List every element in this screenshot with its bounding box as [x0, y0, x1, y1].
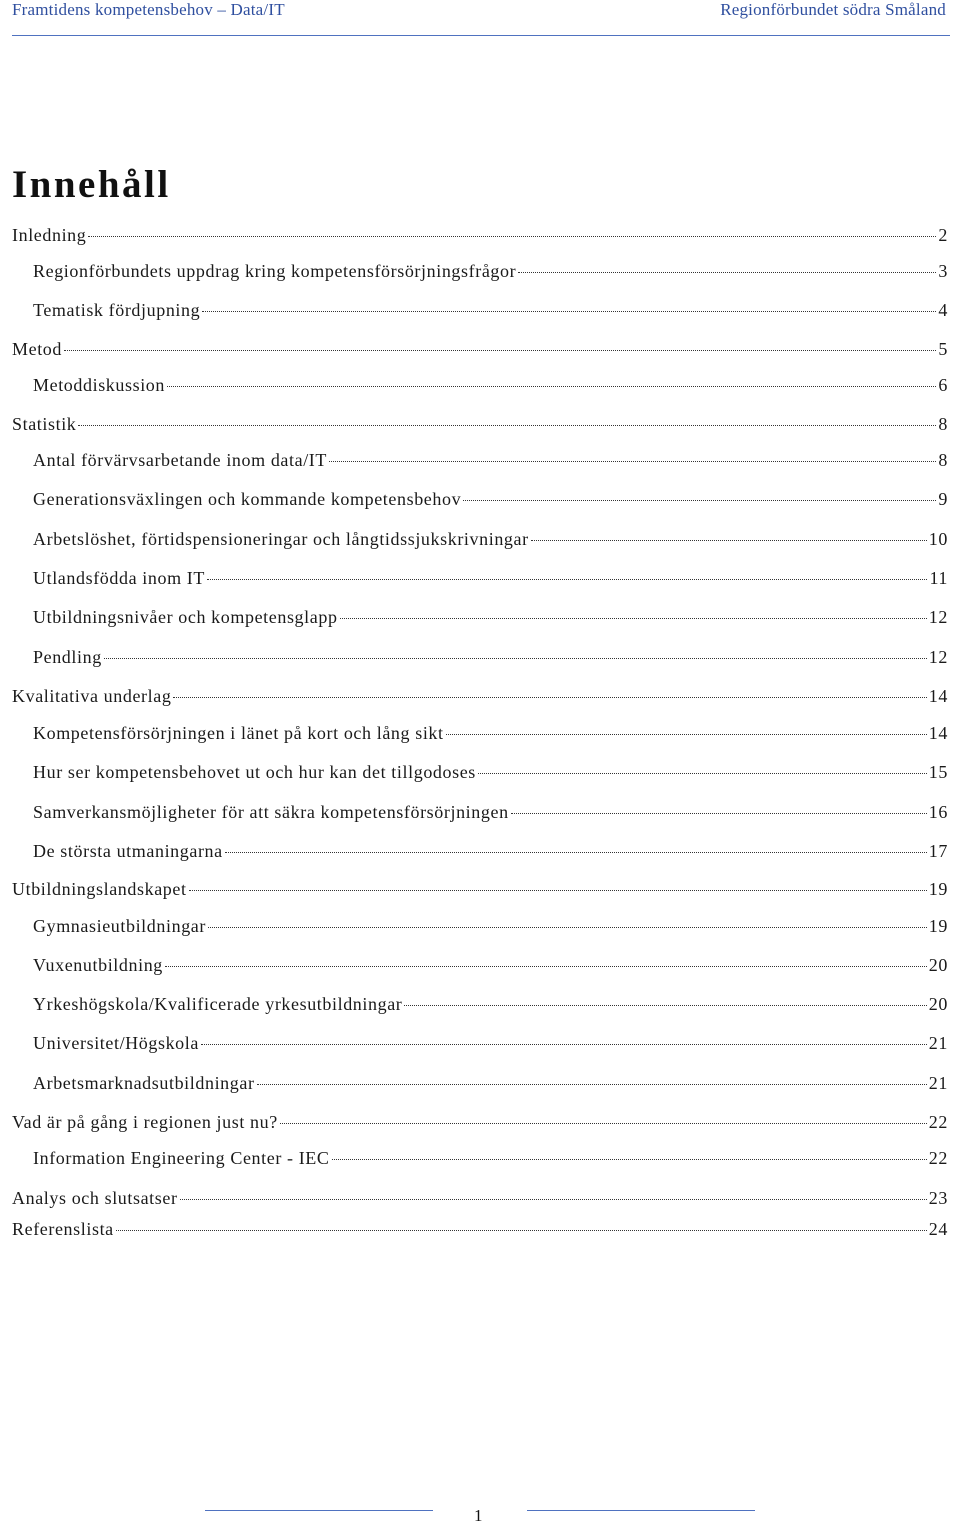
toc-entry-page-number: 4: [938, 300, 948, 320]
toc-entry-page-number: 15: [928, 762, 948, 782]
toc-entry-page-number: 21: [928, 1073, 948, 1093]
toc-entry[interactable]: [12, 877, 948, 901]
toc-dot-leader: [201, 1043, 927, 1045]
header-organization: Regionförbundet södra Småland: [720, 0, 946, 19]
toc-entry-label: Vuxenutbildning: [33, 955, 163, 975]
toc-entry-page-number: 3: [938, 261, 948, 281]
toc-dot-leader: [208, 926, 927, 928]
toc-dot-leader: [167, 385, 936, 387]
toc-entry-label: Kompetensförsörjningen i länet på kort och lång sikt: [33, 723, 444, 743]
toc-entry-label: Generationsväxlingen och kommande kompetensbehov: [33, 489, 462, 509]
toc-entry-label: Utbildningslandskapet: [12, 879, 187, 899]
toc-entry[interactable]: [12, 337, 948, 361]
toc-heading: Innehåll: [12, 163, 171, 206]
toc-entry-page-number: 11: [929, 568, 948, 588]
toc-entry-label: Arbetslöshet, förtidspensioneringar och långtidssjukskrivningar: [33, 529, 529, 549]
toc-dot-leader: [88, 235, 936, 237]
toc-entry-label: Regionförbundets uppdrag kring kompetensförsörjningsfrågor: [33, 261, 517, 281]
toc-entry[interactable]: [33, 298, 948, 322]
toc-entry-page-number: 22: [928, 1148, 948, 1168]
toc-entry-label: Tematisk fördjupning: [33, 300, 201, 320]
toc-entry[interactable]: [33, 914, 948, 938]
toc-entry[interactable]: [33, 800, 948, 824]
toc-entry[interactable]: [33, 259, 948, 283]
toc-dot-leader: [202, 310, 936, 312]
toc-entry-label: Vad är på gång i regionen just nu?: [12, 1112, 278, 1132]
toc-entry-page-number: 20: [928, 955, 948, 975]
toc-entry-page-number: 5: [938, 339, 948, 359]
toc-entry[interactable]: [33, 760, 948, 784]
toc-entry[interactable]: [33, 721, 948, 745]
toc-entry-label: Universitet/Högskola: [33, 1033, 199, 1053]
toc-entry-page-number: 14: [928, 723, 948, 743]
toc-dot-leader: [478, 772, 927, 774]
toc-entry[interactable]: [12, 1110, 948, 1134]
toc-entry[interactable]: [33, 1031, 948, 1055]
toc-dot-leader: [116, 1229, 927, 1231]
toc-dot-leader: [463, 499, 936, 501]
toc-entry-page-number: 20: [928, 994, 948, 1014]
toc-entry-page-number: 12: [928, 647, 948, 667]
toc-entry-label: Analys och slutsatser: [12, 1188, 178, 1208]
toc-entry-label: Utlandsfödda inom IT: [33, 568, 205, 588]
toc-dot-leader: [189, 889, 927, 891]
toc-entry-label: De största utmaningarna: [33, 841, 223, 861]
toc-entry-label: Metoddiskussion: [33, 375, 166, 395]
toc-entry-label: Pendling: [33, 647, 102, 667]
toc-dot-leader: [173, 696, 926, 698]
toc-entry-label: Metod: [12, 339, 62, 359]
toc-dot-leader: [332, 1158, 927, 1160]
header-document-title: Framtidens kompetensbehov – Data/IT: [12, 0, 285, 19]
toc-entry[interactable]: [33, 839, 948, 863]
toc-dot-leader: [280, 1122, 927, 1124]
toc-entry[interactable]: [33, 953, 948, 977]
toc-dot-leader: [180, 1198, 927, 1200]
toc-entry[interactable]: [12, 1217, 948, 1241]
toc-entry-page-number: 14: [928, 686, 948, 706]
footer-divider-right: [527, 1510, 755, 1511]
toc-entry-label: Yrkeshögskola/Kvalificerade yrkesutbildningar: [33, 994, 403, 1014]
toc-entry[interactable]: [33, 566, 948, 590]
toc-dot-leader: [207, 578, 927, 580]
toc-entry-label: Arbetsmarknadsutbildningar: [33, 1073, 255, 1093]
toc-entry-label: Utbildningsnivåer och kompetensglapp: [33, 607, 338, 627]
footer-divider-left: [205, 1510, 433, 1511]
toc-entry-page-number: 10: [928, 529, 948, 549]
toc-entry[interactable]: [12, 1186, 948, 1210]
toc-entry-page-number: 19: [928, 916, 948, 936]
toc-entry-page-number: 23: [928, 1188, 948, 1208]
toc-entry-label: Referenslista: [12, 1219, 114, 1239]
toc-entry[interactable]: [33, 645, 948, 669]
toc-dot-leader: [518, 271, 936, 273]
toc-dot-leader: [531, 539, 927, 541]
toc-entry-page-number: 21: [928, 1033, 948, 1053]
toc-entry-page-number: 8: [938, 414, 948, 434]
toc-dot-leader: [165, 965, 927, 967]
toc-entry[interactable]: [33, 487, 948, 511]
toc-entry-page-number: 6: [938, 375, 948, 395]
toc-entry-label: Statistik: [12, 414, 77, 434]
toc-dot-leader: [64, 349, 936, 351]
toc-dot-leader: [446, 733, 927, 735]
toc-entry-page-number: 22: [928, 1112, 948, 1132]
toc-entry-page-number: 17: [928, 841, 948, 861]
toc-entry-label: Antal förvärvsarbetande inom data/IT: [33, 450, 327, 470]
toc-entry[interactable]: [33, 448, 948, 472]
toc-entry-page-number: 9: [938, 489, 948, 509]
toc-entry-label: Information Engineering Center - IEC: [33, 1148, 330, 1168]
toc-entry[interactable]: [12, 223, 948, 247]
page-number: 1: [474, 1506, 483, 1525]
toc-dot-leader: [340, 617, 927, 619]
toc-entry-page-number: 19: [928, 879, 948, 899]
toc-entry[interactable]: [33, 992, 948, 1016]
toc-entry-page-number: 12: [928, 607, 948, 627]
toc-dot-leader: [511, 812, 927, 814]
toc-entry[interactable]: [33, 1146, 948, 1170]
toc-dot-leader: [329, 460, 936, 462]
toc-entry-label: Inledning: [12, 225, 87, 245]
toc-entry-page-number: 24: [928, 1219, 948, 1239]
toc-entry[interactable]: [33, 527, 948, 551]
toc-entry[interactable]: [12, 412, 948, 436]
toc-entry-page-number: 2: [938, 225, 948, 245]
toc-dot-leader: [78, 424, 936, 426]
toc-entry-page-number: 16: [928, 802, 948, 822]
toc-entry-label: Hur ser kompetensbehovet ut och hur kan det tillgodoses: [33, 762, 476, 782]
toc-entry-label: Samverkansmöjligheter för att säkra kompetensförsörjningen: [33, 802, 509, 822]
toc-dot-leader: [225, 851, 927, 853]
toc-entry[interactable]: [33, 605, 948, 629]
toc-entry[interactable]: [12, 684, 948, 708]
toc-dot-leader: [104, 657, 927, 659]
toc-entry[interactable]: [33, 373, 948, 397]
toc-entry-page-number: 8: [938, 450, 948, 470]
toc-dot-leader: [257, 1083, 927, 1085]
toc-entry-label: Gymnasieutbildningar: [33, 916, 206, 936]
toc-entry-label: Kvalitativa underlag: [12, 686, 172, 706]
toc-entry[interactable]: [33, 1071, 948, 1095]
toc-dot-leader: [404, 1004, 926, 1006]
